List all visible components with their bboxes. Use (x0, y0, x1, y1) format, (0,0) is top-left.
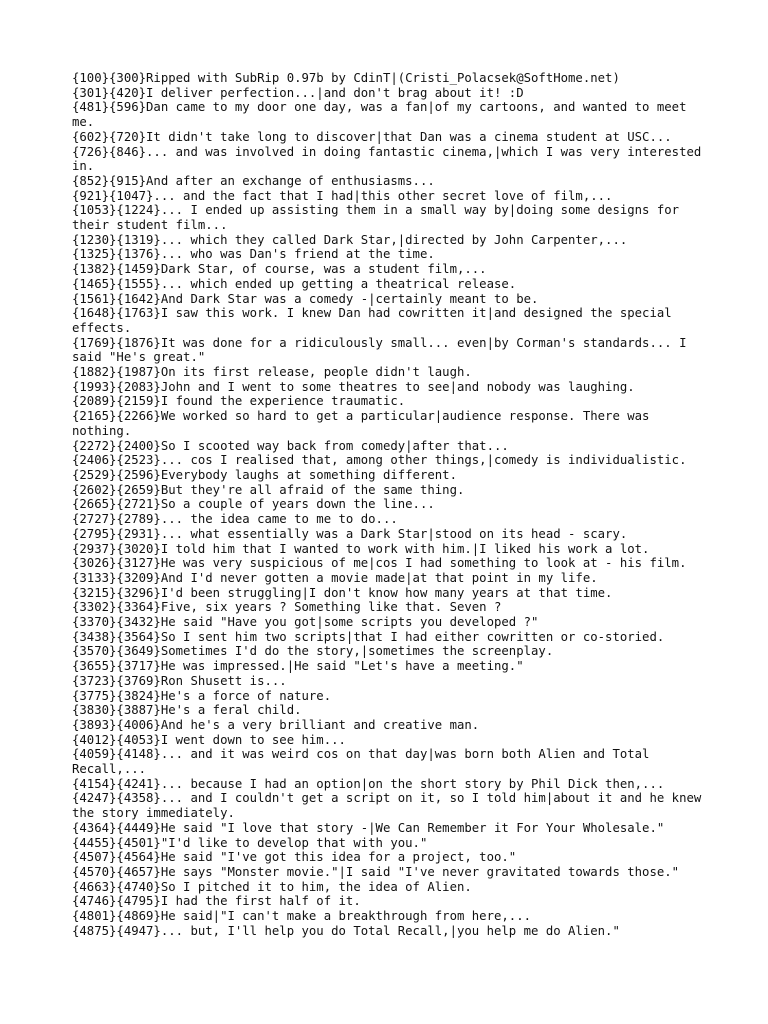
subtitle-line: {4570}{4657}He says "Monster movie."|I said "I've never gravitated towards those." (72, 864, 680, 879)
subtitle-line: {3133}{3209}And I'd never gotten a movie made|at that point in my life. (72, 570, 598, 585)
subtitle-line: {3026}{3127}He was very suspicious of me|cos I had something to look at - his film. (72, 556, 687, 571)
subtitle-line: {3655}{3717}He was impressed.|He said "Let's have a meeting." (72, 659, 524, 674)
subtitle-line: {1648}{1763}I saw this work. I knew Dan had cowritten it|and designed the special effects. (72, 306, 680, 335)
subtitle-line: {1993}{2083}John and I went to some theatres to see|and nobody was laughing. (72, 379, 635, 394)
subtitle-line: {1769}{1876}It was done for a ridiculously small... even|by Corman's standards... I said "He's great." (72, 335, 694, 365)
subtitle-line: {4364}{4449}He said "I love that story -|We Can Remember it For Your Wholesale." (72, 820, 665, 835)
subtitle-line: {852}{915}And after an exchange of enthusiasms... (72, 173, 435, 188)
subtitle-line: {4663}{4740}So I pitched it to him, the idea of Alien. (72, 879, 472, 894)
subtitle-line: {100}{300}Ripped with SubRip 0.97b by CdinT|(Cristi_Polacsek@SoftHome.net) (72, 71, 620, 85)
subtitle-line: {2665}{2721}So a couple of years down the line... (72, 497, 435, 512)
subtitle-line: {4875}{4947}... but, I'll help you do Total Recall,|you help me do Alien." (72, 923, 620, 938)
subtitle-line: {301}{420}I deliver perfection...|and don't brag about it! :D (72, 85, 524, 100)
subtitle-line: {2602}{2659}But they're all afraid of the same thing. (72, 482, 465, 497)
subtitle-line: {2795}{2931}... what essentially was a Dark Star|stood on its head - scary. (72, 526, 628, 541)
subtitle-line: {4455}{4501}"I'd like to develop that with you." (72, 835, 428, 850)
subtitle-line: {2089}{2159}I found the experience traumatic. (72, 394, 406, 409)
document-page (72, 71, 709, 938)
subtitle-line: {1230}{1319}... which they called Dark Star,|directed by John Carpenter,... (72, 232, 628, 247)
subtitle-line: {4746}{4795}I had the first half of it. (72, 894, 361, 909)
subtitle-line: {2406}{2523}... cos I realised that, among other things,|comedy is individualistic. (72, 453, 687, 468)
subtitle-line: {2165}{2266}We worked so hard to get a particular|audience response. There was nothing. (72, 409, 657, 438)
subtitle-line: {481}{596}Dan came to my door one day, was a fan|of my cartoons, and wanted to meet me. (72, 100, 694, 130)
subtitle-line: {3370}{3432}He said "Have you got|some scripts you developed ?" (72, 615, 539, 630)
subtitle-line: {1465}{1555}... which ended up getting a theatrical release. (72, 276, 517, 291)
subtitle-line: {2937}{3020}I told him that I wanted to work with him.|I liked his work a lot. (72, 541, 650, 556)
subtitle-line: {4507}{4564}He said "I've got this idea for a project, too." (72, 850, 517, 865)
subtitle-line: {1882}{1987}On its first release, people didn't laugh. (72, 365, 472, 380)
subtitle-line: {921}{1047}... and the fact that I had|this other secret love of film,... (72, 188, 613, 203)
subtitle-lines (72, 71, 709, 938)
subtitle-line: {2272}{2400}So I scooted way back from comedy|after that... (72, 438, 509, 453)
subtitle-line: {1053}{1224}... I ended up assisting them in a small way by|doing some designs for their student film... (72, 203, 687, 233)
subtitle-line: {4154}{4241}... because I had an option|on the short story by Phil Dick then,... (72, 776, 665, 791)
subtitle-line: {3893}{4006}And he's a very brilliant and creative man. (72, 717, 480, 732)
subtitle-line: {4801}{4869}He said|"I can't make a breakthrough from here,... (72, 909, 532, 924)
subtitle-line: {2727}{2789}... the idea came to me to do... (72, 512, 398, 527)
subtitle-line: {3775}{3824}He's a force of nature. (72, 688, 332, 703)
subtitle-line: {4247}{4358}... and I couldn't get a script on it, so I told him|about it and he knew the story immediately. (72, 791, 709, 821)
subtitle-line: {1325}{1376}... who was Dan's friend at the time. (72, 247, 435, 262)
subtitle-line: {2529}{2596}Everybody laughs at something different. (72, 467, 457, 482)
subtitle-line: {1382}{1459}Dark Star, of course, was a student film,... (72, 262, 487, 277)
subtitle-line: {4012}{4053}I went down to see him... (72, 732, 346, 747)
subtitle-line: {3215}{3296}I'd been struggling|I don't know how many years at that time. (72, 585, 613, 600)
subtitle-line: {1561}{1642}And Dark Star was a comedy -|certainly meant to be. (72, 291, 539, 306)
subtitle-line: {602}{720}It didn't take long to discover|that Dan was a cinema student at USC... (72, 129, 672, 144)
subtitle-line: {3302}{3364}Five, six years ? Something like that. Seven ? (72, 600, 502, 615)
subtitle-line: {726}{846}... and was involved in doing fantastic cinema,|which I was very interested in. (72, 144, 709, 174)
subtitle-line: {3438}{3564}So I sent him two scripts|that I had either cowritten or co-storied. (72, 629, 665, 644)
subtitle-line: {3723}{3769}Ron Shusett is... (72, 673, 287, 688)
subtitle-line: {3570}{3649}Sometimes I'd do the story,|sometimes the screenplay. (72, 644, 554, 659)
subtitle-line: {4059}{4148}... and it was weird cos on that day|was born both Alien and Total Recall,... (72, 747, 657, 777)
subtitle-line: {3830}{3887}He's a feral child. (72, 703, 302, 718)
